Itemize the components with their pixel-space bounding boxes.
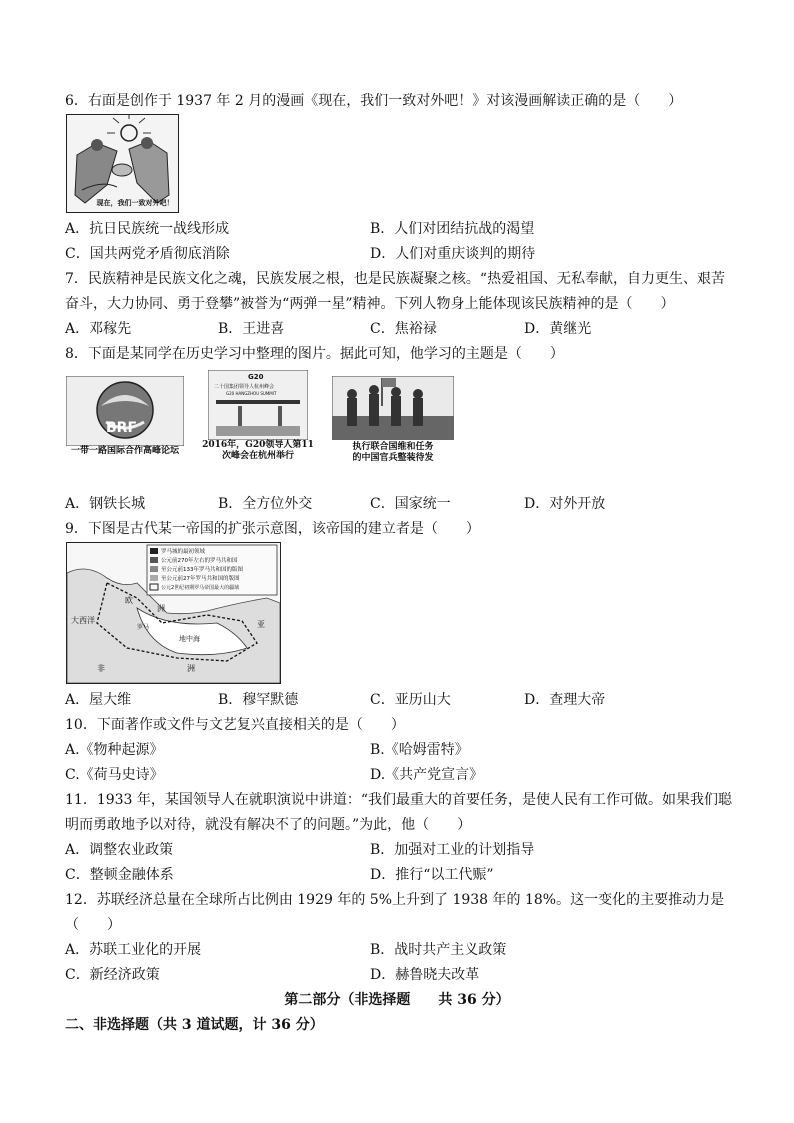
q11-option-d: D．推行“以工代赈”	[370, 867, 494, 883]
q11-option-c: C．整顿金融体系	[65, 867, 174, 883]
q11-stem-line2: 明而勇敢地予以对待，就没有解决不了的问题。”为此，他（ ）	[65, 817, 472, 833]
q8-stem: 8．下面是某同学在历史学习中整理的图片。据此可知，他学习的主题是（ ）	[65, 346, 564, 362]
q8-option-c: C．国家统一	[370, 496, 451, 512]
q12-option-c: C．新经济政策	[65, 967, 160, 983]
q6-cartoon-image	[66, 114, 179, 213]
q8-option-d: D．对外开放	[524, 496, 606, 512]
q7-option-d: D．黄继光	[524, 321, 592, 337]
cartoon-caption: 现在，我们一致对外吧！	[96, 198, 174, 207]
q7-stem-line2: 奋斗，大力协同、勇于登攀”被誉为“两弹一星”精神。下列人物身上能体现该民族精神的是（ ）	[65, 296, 675, 312]
q6-option-b: B．人们对团结抗战的渴望	[370, 221, 535, 237]
q12-option-b: B．战时共产主义政策	[370, 942, 507, 958]
q8-image-peacekeepers-caption-2: 的中国官兵整装待发	[352, 453, 434, 463]
q8-image-peacekeepers	[332, 376, 454, 462]
g20-photo-icon	[208, 370, 308, 440]
map-label-europe-1: 欧	[125, 596, 133, 605]
q11-stem-line1: 11．1933 年，某国领导人在就职演说中讲道：“我们最重大的首要任务，是使人民有工作可做。如果我们聪	[65, 792, 733, 808]
q7-option-c: C．焦裕禄	[370, 321, 437, 337]
q6-option-a: A．抗日民族统一战线形成	[65, 221, 230, 237]
map-label-atlantic: 大西洋	[71, 616, 95, 625]
map-label-mediterranean: 地中海	[179, 635, 200, 643]
q9-roman-empire-map	[66, 542, 281, 684]
map-legend-1: 罗马城的最初领域	[161, 549, 206, 555]
q8-image-brf	[66, 376, 184, 458]
q8-image-g20-caption-1: 2016年，G20领导人第11	[202, 440, 314, 450]
map-label-africa-1: 非	[97, 664, 105, 673]
map-legend-3: 至公元前133年罗马共和国的版图	[161, 567, 243, 573]
q9-option-d: D．查理大帝	[524, 692, 606, 708]
q6-option-d: D．人们对重庆谈判的期待	[370, 246, 536, 262]
q6-stem: 6．右面是创作于 1937 年 2 月的漫画《现在，我们一致对外吧！》对该漫画解读正确的是（ ）	[65, 93, 683, 109]
q8-image-g20-caption-2: 次峰会在杭州举行	[221, 451, 294, 461]
map-legend-4: 至公元前27年罗马共和国的版图	[161, 576, 240, 582]
map-legend-2: 公元前270年左右的罗马共和国	[161, 558, 238, 564]
g20-header: G20	[248, 373, 264, 381]
q8-option-b: B．全方位外交	[218, 496, 313, 512]
map-legend-5: 公元2世纪初期罗马帝国最大的疆域	[161, 585, 240, 591]
g20-subheader2: G20 HANGZHOU SUMMIT	[226, 391, 277, 396]
q9-option-a: A．屋大维	[65, 692, 132, 708]
brf-logo-text: BRF	[106, 420, 138, 436]
q9-stem: 9．下图是古代某一帝国的扩张示意图，该帝国的建立者是（ ）	[65, 521, 480, 537]
q10-option-c: C.《荷马史诗》	[65, 767, 164, 783]
map-label-europe-2: 洲	[157, 604, 165, 613]
q12-option-d: D．赫鲁晓夫改革	[370, 967, 480, 983]
q7-option-a: A．邓稼先	[65, 321, 132, 337]
q7-stem-line1: 7．民族精神是民族文化之魂，民族发展之根，也是民族凝聚之核。“热爱祖国、无私奉献，自力更生、艰苦	[65, 271, 726, 287]
g20-subheader: 二十国集团领导人杭州峰会	[214, 384, 275, 390]
q8-image-peacekeepers-caption-1: 执行联合国维和任务	[352, 442, 434, 452]
q6-option-c: C．国共两党矛盾彻底消除	[65, 246, 230, 262]
q9-option-c: C．亚历山大	[370, 692, 451, 708]
q11-option-a: A．调整农业政策	[65, 842, 174, 858]
q10-option-b: B.《哈姆雷特》	[370, 742, 469, 758]
q11-option-b: B．加强对工业的计划指导	[370, 842, 535, 858]
q12-stem-line1: 12．苏联经济总量在全球所占比例由 1929 年的 5%上升到了 1938 年的 18%。这一变化的主要推动力是	[65, 892, 725, 908]
part2-title: 第二部分（非选择题 共 36 分）	[284, 992, 510, 1008]
part2-section-heading: 二、非选择题（共 3 道试题，计 36 分）	[65, 1017, 324, 1033]
peacekeepers-photo-icon	[332, 376, 454, 440]
map-drawing	[67, 543, 280, 683]
q9-option-b: B．穆罕默德	[218, 692, 299, 708]
brf-logo-icon	[66, 376, 184, 446]
q8-image-brf-caption: 一带一路国际合作高峰论坛	[70, 446, 179, 456]
q10-option-a: A.《物种起源》	[65, 742, 164, 758]
q7-option-b: B．王进喜	[218, 321, 285, 337]
map-label-rome: 罗马	[137, 624, 150, 631]
q12-stem-line2: （ ）	[65, 917, 121, 933]
q8-image-g20	[202, 370, 314, 462]
map-label-asia: 亚	[257, 620, 265, 629]
q8-option-a: A．钢铁长城	[65, 496, 146, 512]
q12-option-a: A．苏联工业化的开展	[65, 942, 202, 958]
q10-stem: 10．下面著作或文件与文艺复兴直接相关的是（ ）	[65, 717, 405, 733]
map-label-africa-2: 洲	[187, 664, 195, 673]
q10-option-d: D.《共产党宣言》	[370, 767, 484, 783]
